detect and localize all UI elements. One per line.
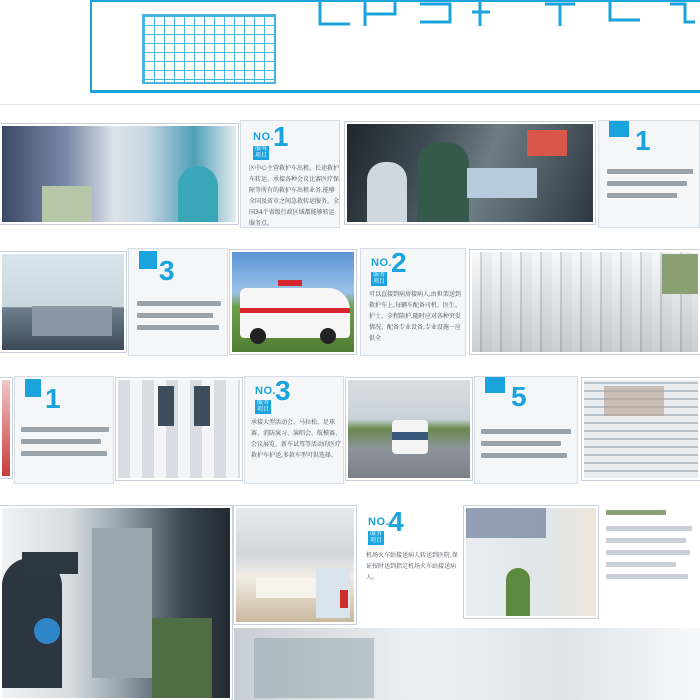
service-description: 机场火车站接送病人转送到医院,保证按时送到指定机场火车站接送病人。 [366, 552, 458, 581]
service-number-badge: 1 [609, 129, 629, 137]
photo-corridor [582, 378, 700, 480]
photo-edge-sliver [0, 378, 12, 478]
service-number-badge: 3 [139, 261, 157, 269]
photo-ambulance [230, 250, 356, 354]
photo-ambulance-interior [234, 506, 356, 624]
service-card-6 [244, 376, 344, 484]
photo-building-sky [0, 252, 126, 352]
header-subtitle [280, 60, 690, 82]
title-glyphs-graphic [290, 0, 700, 40]
building-grid-graphic [142, 14, 276, 84]
service-card-4 [360, 248, 466, 356]
photo-bottom-strip [234, 628, 700, 700]
photo-patient-care [345, 122, 595, 224]
photo-lockers [116, 378, 242, 480]
service-description: 承接大型活动会、马拉松、足球赛、消防演习、演唱会、航模赛、会议展览、新车试驾等活动的医疗救护车护送,多款车型可供选择。 [251, 419, 342, 459]
service-card-2 [598, 120, 700, 228]
service-number-badge: 1 [25, 389, 41, 397]
service-number-badge: NO. 2 服务项目 [371, 248, 407, 285]
photo-ward-plants [464, 506, 598, 618]
service-description: 可以直接到病房接病人,由担架送到救护车上,每辆车配备司机、医生、护士、全程陪护,随时应对各种突发情况。配备专业设备,专业设施一应俱全 [369, 291, 461, 342]
service-card-1 [240, 120, 340, 228]
header-bottom-rule [90, 90, 700, 93]
service-card-8 [358, 506, 462, 614]
service-number-badge: 5 [485, 385, 505, 393]
photo-medical-team [0, 506, 232, 700]
photo-ambulance-road [346, 378, 472, 480]
divider [0, 104, 700, 105]
service-card-5 [14, 376, 114, 484]
service-card-7 [474, 376, 578, 484]
faded-text-block [600, 506, 700, 614]
header-left-rule [90, 0, 92, 92]
service-card-3 [128, 248, 228, 356]
service-number-badge: NO. 1 服务项目 [253, 121, 289, 159]
service-description: 区中心主营救护车出租、长途救护车转运、承接各种会议比赛医疗保障等所有的救护车出租业务,能够全国及省市之间急救转运服务。全国34个省级行政区域都能够转运服务点。 [249, 165, 340, 227]
header-banner [90, 0, 700, 97]
photo-equipment [470, 250, 700, 354]
service-number-badge: NO. 4 服务项目 [368, 506, 404, 544]
photo-hospital-staff [0, 124, 238, 224]
service-number-badge: NO. 3 服务项目 [255, 376, 291, 413]
